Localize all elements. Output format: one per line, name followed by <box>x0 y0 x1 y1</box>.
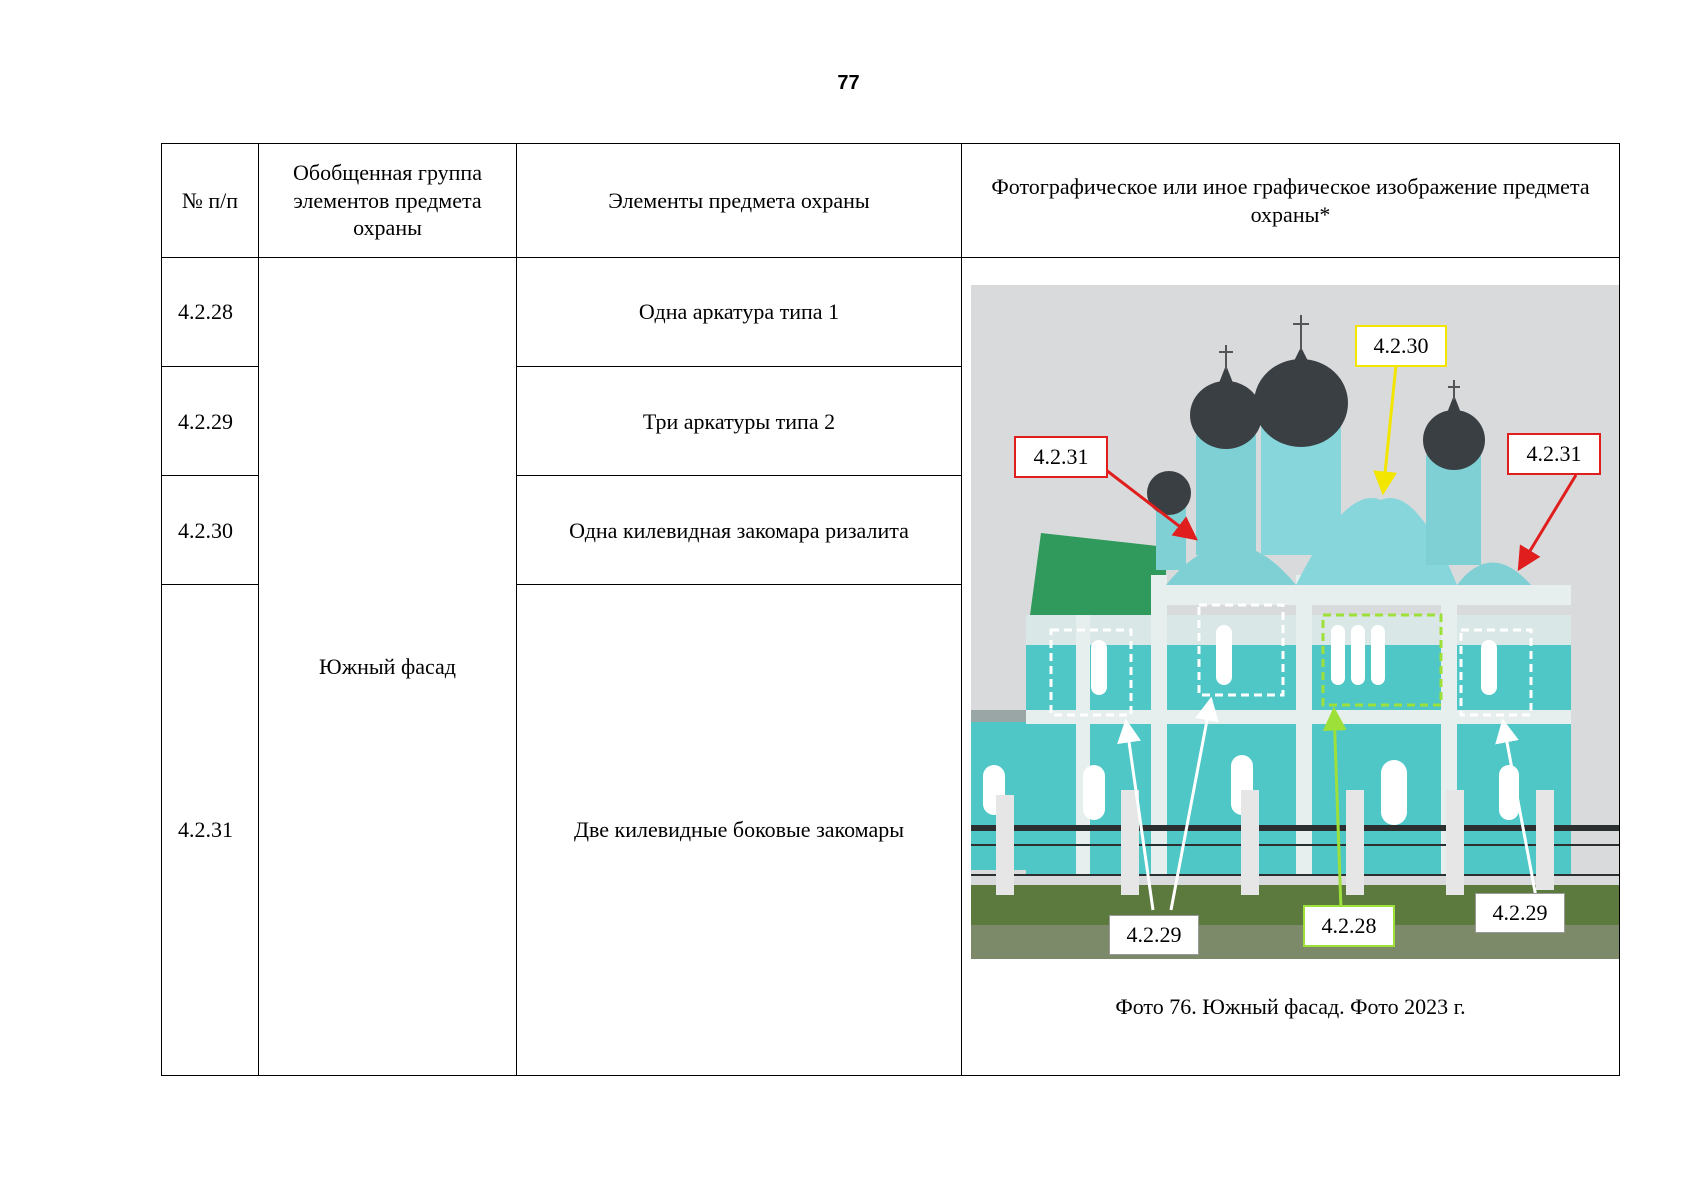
row-element: Одна килевидная закомара ризалита <box>517 476 962 585</box>
photo-caption: Фото 76. Южный фасад. Фото 2023 г. <box>1115 994 1466 1020</box>
header-elements: Элементы предмета охраны <box>517 144 962 258</box>
row-element: Одна аркатура типа 1 <box>517 258 962 367</box>
photo-cell <box>962 258 1620 1076</box>
header-num: № п/п <box>162 144 259 258</box>
church-photo <box>971 285 1619 959</box>
row-num: 4.2.31 <box>162 585 259 1076</box>
row-num: 4.2.30 <box>162 476 259 585</box>
callout-4-2-28: 4.2.28 <box>1303 905 1395 947</box>
callout-4-2-30: 4.2.30 <box>1355 325 1447 367</box>
header-image: Фотографическое или иное графическое изображение предмета охраны* <box>962 144 1620 258</box>
row-element: Три аркатуры типа 2 <box>517 367 962 476</box>
protection-table <box>161 143 1620 1076</box>
page-number: 77 <box>837 72 860 94</box>
table-header-row <box>162 144 1620 258</box>
row-num: 4.2.28 <box>162 258 259 367</box>
header-group: Обобщенная группа элементов предмета охраны <box>259 144 517 258</box>
callout-4-2-29-right: 4.2.29 <box>1475 893 1565 933</box>
row-element: Две килевидные боковые закомары <box>517 585 962 1076</box>
callout-4-2-31-left: 4.2.31 <box>1014 436 1108 478</box>
callout-4-2-31-right: 4.2.31 <box>1507 433 1601 475</box>
row-num: 4.2.29 <box>162 367 259 476</box>
table-row <box>162 258 1620 367</box>
callout-4-2-29-left: 4.2.29 <box>1109 915 1199 955</box>
group-cell: Южный фасад <box>259 258 517 1076</box>
